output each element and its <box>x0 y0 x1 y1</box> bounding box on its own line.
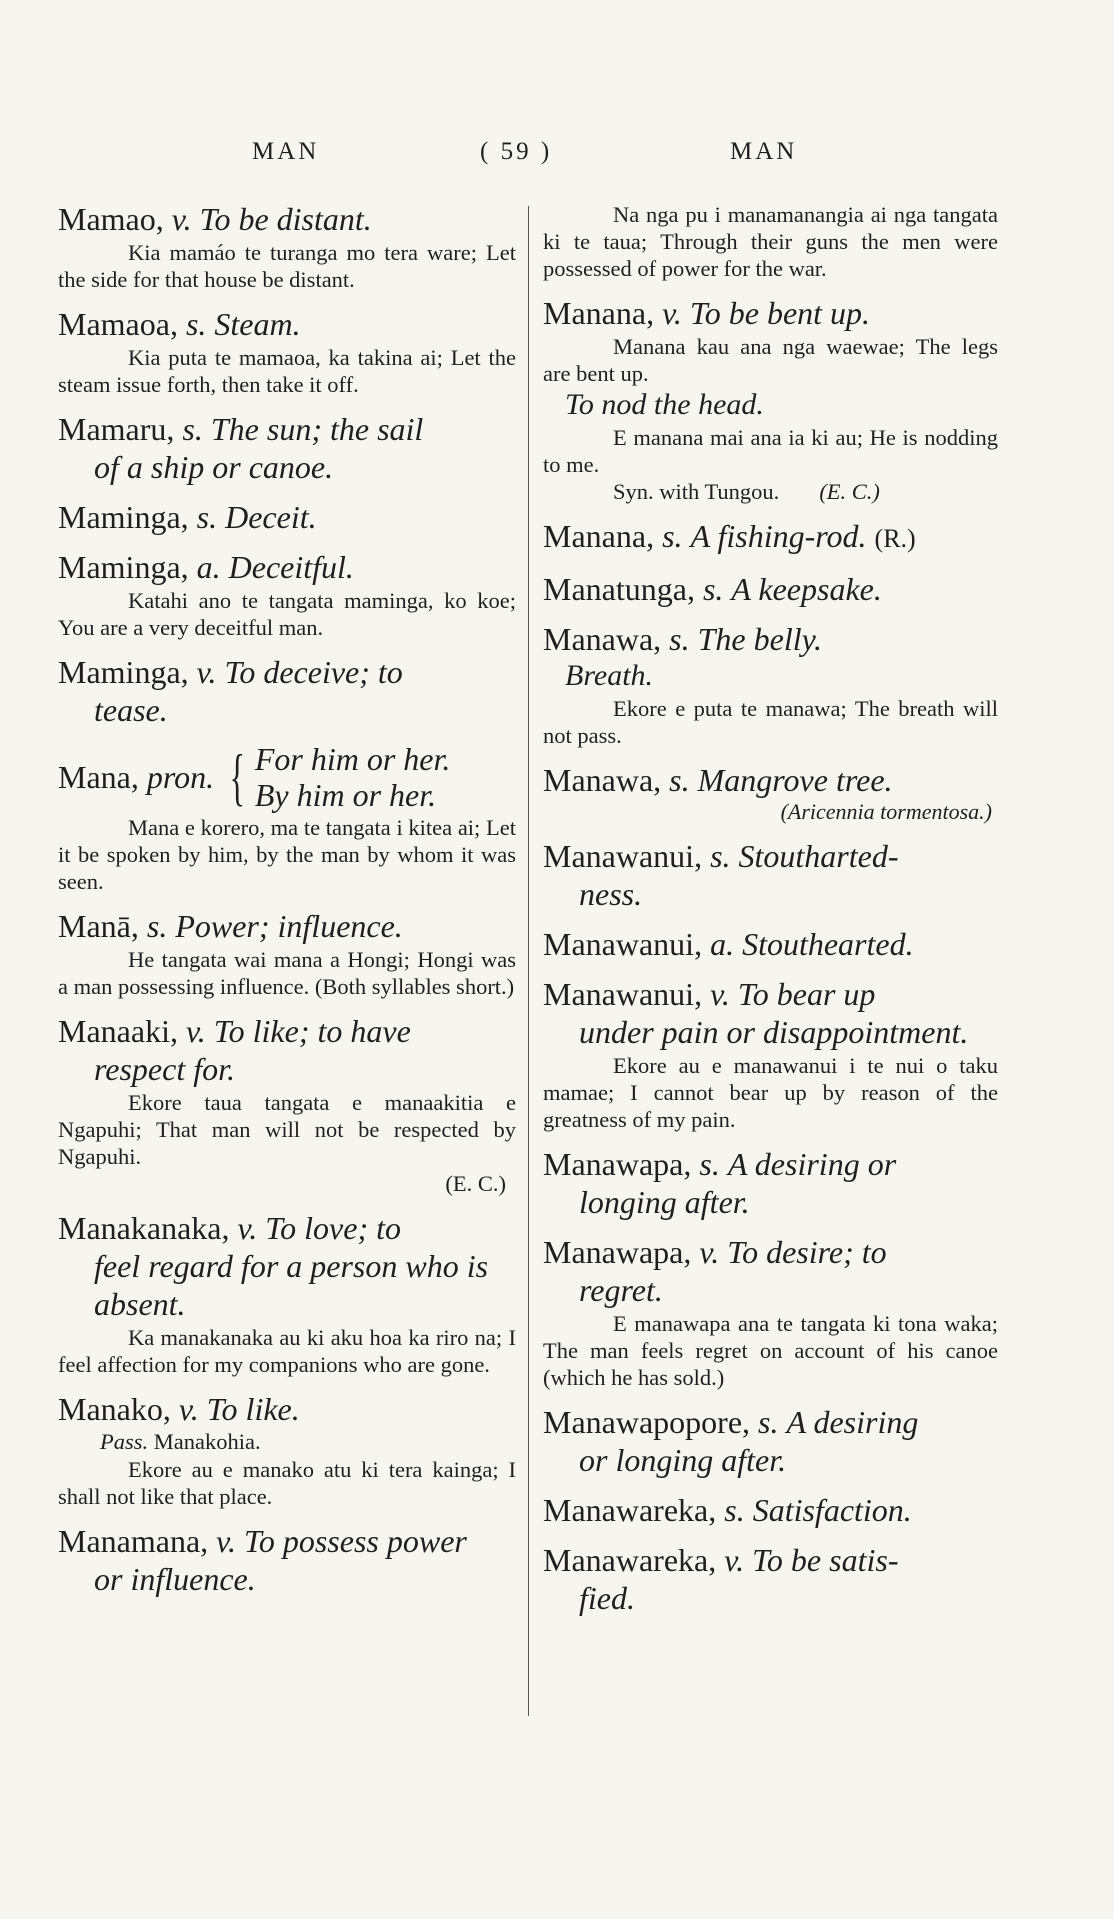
headword: Manako, <box>58 1391 171 1427</box>
entry <box>58 410 516 486</box>
part-of-speech: s. <box>699 1146 720 1182</box>
definition: To like; to have <box>213 1013 411 1049</box>
example: Manana kau ana nga waewae; The legs are bent up. <box>543 334 998 386</box>
part-of-speech: s. <box>669 762 690 798</box>
entry <box>543 1541 998 1617</box>
example: Ekore au e manako atu ki tera kainga; I shall not like that place. <box>58 1457 516 1509</box>
definition: To like. <box>206 1391 300 1427</box>
passive-form <box>58 1428 516 1455</box>
part-of-speech: s. <box>146 908 168 944</box>
part-of-speech: v. <box>237 1210 258 1246</box>
part-of-speech: s. <box>702 571 724 607</box>
headword: Manawapa, <box>543 1146 692 1182</box>
sub-definition: Breath. <box>565 659 654 692</box>
part-of-speech: s. <box>182 411 203 447</box>
definition: By him or her. <box>254 777 437 813</box>
passive-label: Pass. <box>100 1429 149 1454</box>
headword: Manawanui, <box>543 976 703 1012</box>
part-of-speech: s. <box>185 306 207 342</box>
entry <box>58 741 516 895</box>
headword: Manawareka, <box>543 1542 717 1578</box>
example: E manana mai ana ia ki au; He is nodding to me. <box>543 425 998 477</box>
part-of-speech: v. <box>216 1523 236 1559</box>
definition: To bear up <box>737 976 876 1012</box>
headword: Manana, <box>543 518 655 554</box>
headword: Mamaru, <box>58 411 175 447</box>
entry <box>543 975 998 1133</box>
entry <box>58 907 516 1000</box>
entry <box>543 1491 998 1529</box>
part-of-speech: v. <box>196 654 217 690</box>
part-of-speech: a. <box>710 926 735 962</box>
definition: Stouthearted. <box>742 926 914 962</box>
example: Ka manakanaka au ki aku hoa ka riro na; I feel affection for my companions who are gone. <box>58 1325 516 1377</box>
curly-brace: { <box>229 741 246 812</box>
headword: Mana, <box>58 758 139 795</box>
entry <box>543 1403 998 1479</box>
definition: To be satis- <box>752 1542 899 1578</box>
headword: Maminga, <box>58 654 189 690</box>
source-note: (E. C.) <box>819 479 880 504</box>
source-note: (R.) <box>874 524 916 553</box>
headword: Manamana, <box>58 1523 209 1559</box>
headword: Maminga, <box>58 499 189 535</box>
example: Kia mamáo te turanga mo tera ware; Let the side for that house be distant. <box>58 240 516 292</box>
definition: Stoutharted- <box>738 838 899 874</box>
headword: Manawanui, <box>543 926 703 962</box>
definition-continued: of a ship or canoe. <box>94 449 334 485</box>
part-of-speech: pron. <box>146 758 215 795</box>
definition: To desire; to <box>727 1234 887 1270</box>
definition: Deceit. <box>225 499 317 535</box>
definition: For him or her. <box>254 741 451 777</box>
part-of-speech: v. <box>171 201 192 237</box>
definition: A fishing-rod. <box>690 518 867 554</box>
headword: Manawapopore, <box>543 1404 751 1440</box>
part-of-speech: s. <box>662 518 683 554</box>
entry <box>543 837 998 913</box>
column-divider <box>528 206 529 1716</box>
definition: A desiring or <box>727 1146 897 1182</box>
passive-word: Manakohia. <box>153 1429 261 1454</box>
part-of-speech: v. <box>178 1391 199 1427</box>
part-of-speech: s. <box>669 621 690 657</box>
definition-continued: regret. <box>579 1272 663 1308</box>
scientific-name: (Aricennia tormentosa.) <box>780 799 992 824</box>
header-left-guide-word: MAN <box>252 138 320 165</box>
example: E manawapa ana te tangata ki tona waka; The man feels regret on account of his canoe (which he has sold.) <box>543 1311 998 1390</box>
definition: A keepsake. <box>731 571 882 607</box>
page-header <box>0 138 1114 178</box>
part-of-speech: s. <box>758 1404 779 1440</box>
entry <box>543 1145 998 1221</box>
definition: Mangrove tree. <box>697 762 893 798</box>
part-of-speech: s. <box>710 838 731 874</box>
definition-continued: longing after. <box>579 1184 750 1220</box>
entry <box>58 1209 516 1378</box>
entry <box>543 1233 998 1391</box>
headword: Manawapa, <box>543 1234 692 1270</box>
headword: Manawa, <box>543 762 662 798</box>
headword: Manawanui, <box>543 838 703 874</box>
definition-continued: feel regard for a person who is absent. <box>94 1248 489 1322</box>
synonym-note <box>543 478 998 505</box>
example: Ekore au e manawanui i te nui o taku mamae; I cannot bear up by reason of the greatness of my pain. <box>543 1053 998 1132</box>
sub-definition: To nod the head. <box>565 388 764 421</box>
headword: Manana, <box>543 295 655 331</box>
entry <box>58 1522 516 1598</box>
entry-continuation <box>543 201 998 282</box>
definition: To possess power <box>243 1523 467 1559</box>
headword: Manakanaka, <box>58 1210 230 1246</box>
headword: Maminga, <box>58 549 189 585</box>
right-column <box>543 200 998 1629</box>
source-note: (E. C.) <box>445 1171 506 1196</box>
entry <box>58 548 516 641</box>
example: Kia puta te mamaoa, ka takina ai; Let the steam issue forth, then take it off. <box>58 345 516 397</box>
headword: Mamao, <box>58 201 164 237</box>
definition: To be distant. <box>199 201 372 237</box>
definition: A desiring <box>786 1404 919 1440</box>
headword: Manawareka, <box>543 1492 717 1528</box>
entry <box>543 517 998 558</box>
entry <box>543 761 998 825</box>
entry <box>543 294 998 505</box>
synonym: Syn. with Tungou. <box>613 479 780 504</box>
definition-continued: or longing after. <box>579 1442 787 1478</box>
entry <box>58 1390 516 1510</box>
definition: To be bent up. <box>689 295 871 331</box>
example: Ekore taua tangata e manaakitia e Ngapuhi; That man will not be respected by Ngapuhi. <box>58 1090 516 1169</box>
headword: Mamaoa, <box>58 306 178 342</box>
part-of-speech: v. <box>710 976 730 1012</box>
definition: To deceive; to <box>224 654 403 690</box>
definition: Satisfaction. <box>752 1492 912 1528</box>
part-of-speech: s. <box>724 1492 745 1528</box>
headword: Manaaki, <box>58 1013 178 1049</box>
definition-continued: or influence. <box>94 1561 256 1597</box>
definition-continued: tease. <box>94 692 168 728</box>
entry <box>58 653 516 729</box>
definition: Deceitful. <box>228 549 354 585</box>
definition-continued: ness. <box>579 876 643 912</box>
part-of-speech: v. <box>185 1013 206 1049</box>
headword: Manā, <box>58 908 139 944</box>
header-right-guide-word: MAN <box>730 138 798 165</box>
entry <box>58 1012 516 1197</box>
part-of-speech: s. <box>196 499 218 535</box>
definition: To love; to <box>265 1210 401 1246</box>
part-of-speech: v. <box>724 1542 745 1578</box>
entry <box>58 200 516 293</box>
entry <box>543 620 998 749</box>
definition-continued: fied. <box>579 1580 635 1616</box>
entry <box>58 305 516 398</box>
definition: Power; influence. <box>175 908 403 944</box>
example: Katahi ano te tangata maminga, ko koe; You are a very deceitful man. <box>58 588 516 640</box>
entry <box>58 498 516 536</box>
example: Na nga pu i manamanangia ai nga tangata ki te taua; Through their guns the men were possessed of power for the war. <box>543 202 998 281</box>
part-of-speech: a. <box>196 549 221 585</box>
definition: Steam. <box>214 306 301 342</box>
page-number: ( 59 ) <box>480 138 553 165</box>
left-column <box>58 200 516 1610</box>
entry <box>543 570 998 608</box>
headword: Manawa, <box>543 621 662 657</box>
definition: The sun; the sail <box>210 411 424 447</box>
example: Ekore e puta te manawa; The breath will not pass. <box>543 696 998 748</box>
part-of-speech: v. <box>662 295 682 331</box>
example: Mana e korero, ma te tangata i kitea ai; Let it be spoken by him, by the man by whom it was seen. <box>58 815 516 894</box>
definition-continued: respect for. <box>94 1051 236 1087</box>
definition: The belly. <box>697 621 823 657</box>
part-of-speech: v. <box>699 1234 720 1270</box>
example: He tangata wai mana a Hongi; Hongi was a man possessing influence. (Both syllables short.) <box>58 947 516 999</box>
entry <box>543 925 998 963</box>
definition-continued: under pain or disappointment. <box>579 1014 969 1050</box>
headword: Manatunga, <box>543 571 695 607</box>
